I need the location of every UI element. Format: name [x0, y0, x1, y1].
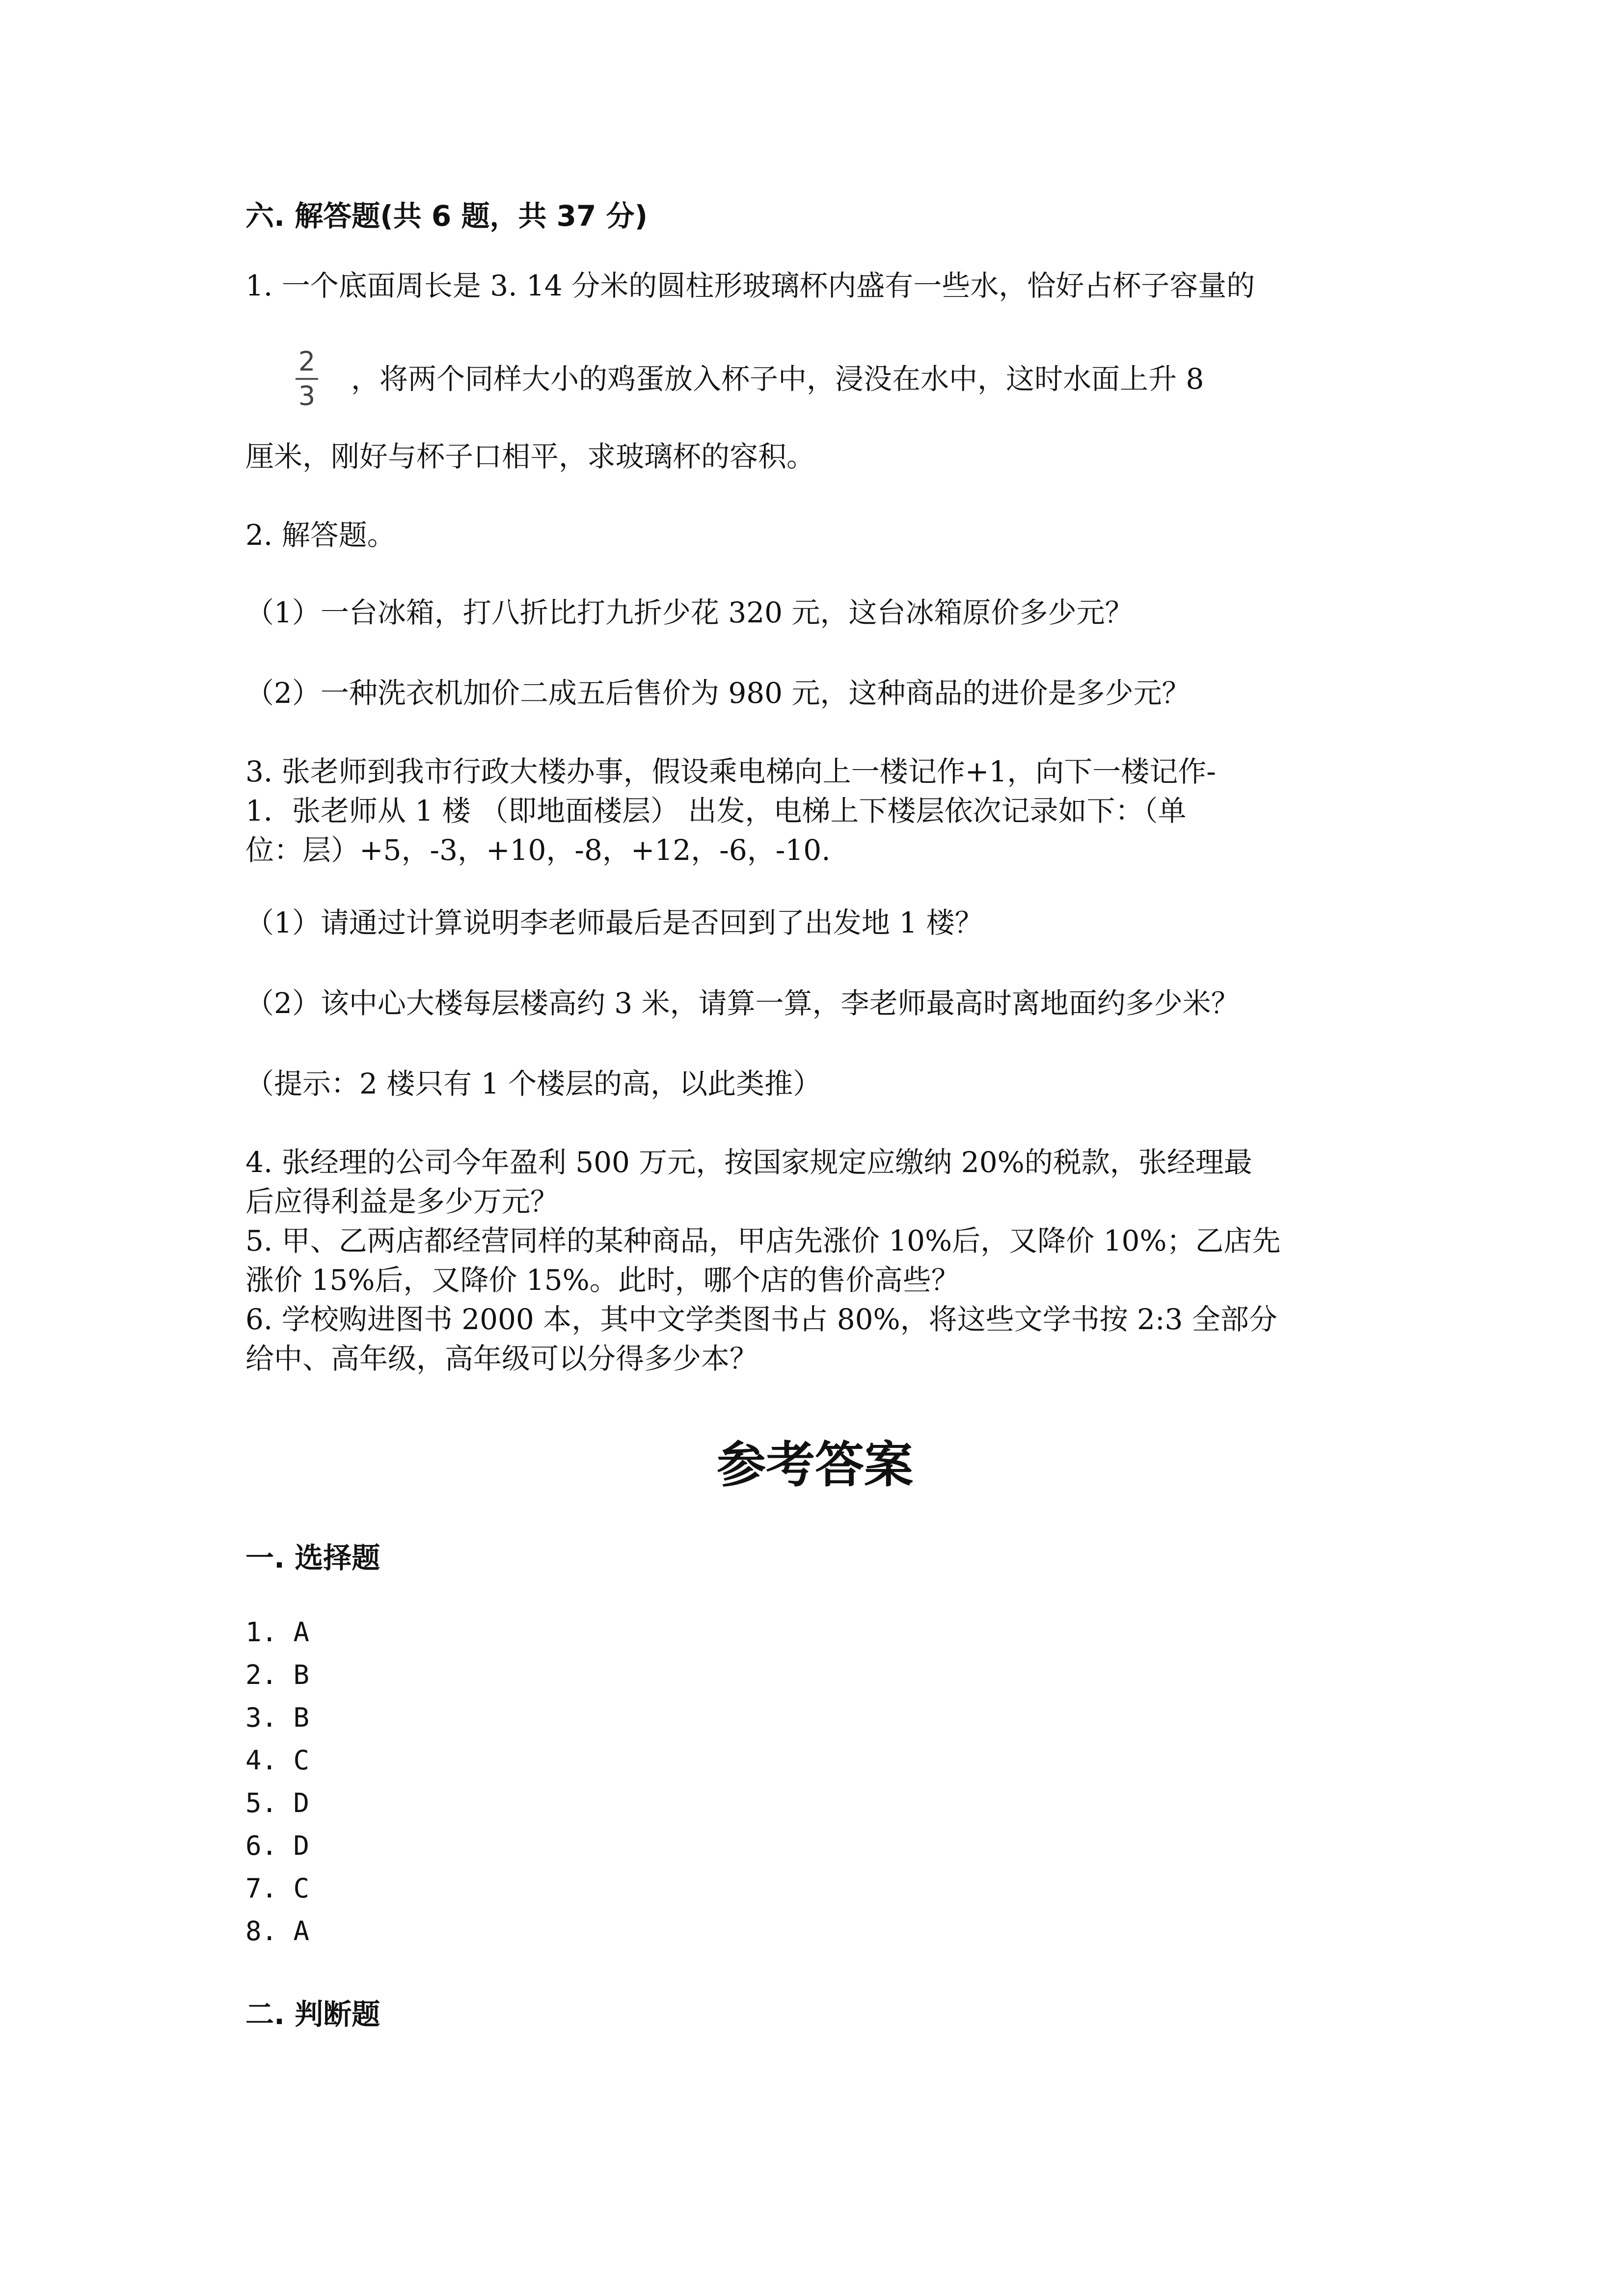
question-5-line-2: 涨价 15%后，又降价 15%。此时，哪个店的售价高些？ [245, 1263, 960, 1297]
question-2 [245, 515, 1384, 713]
question-3-sub-1: （1）请通过计算说明李老师最后是否回到了出发地 1 楼？ [245, 906, 983, 939]
question-3-line-3: 位：层）+5，-3，+10，-8，+12，-6，-10. [245, 833, 831, 867]
answer-item: 6. D [245, 1830, 310, 1861]
question-3-line-2: 1．张老师从 1 楼 （即地面楼层） 出发，电梯上下楼层依次记录如下：（单 [245, 794, 1187, 828]
question-6-line-2: 给中、高年级，高年级可以分得多少本？ [245, 1342, 758, 1375]
question-4-line-1: 4. 张经理的公司今年盈利 500 万元，按国家规定应缴纳 20%的税款，张经理最 [245, 1146, 1252, 1179]
answers-section-2-title: 二. 判断题 [245, 1998, 380, 2031]
answers-title: 参考答案 [717, 1436, 913, 1494]
answer-item: 3. B [245, 1702, 310, 1733]
page-content [245, 196, 1384, 2034]
question-3-hint: （提示：2 楼只有 1 个楼层的高，以此类推） [245, 1067, 822, 1100]
question-2-sub-1: （1）一台冰箱，打八折比打九折少花 320 元，这台冰箱原价多少元？ [245, 596, 1134, 629]
answer-item: 2. B [245, 1659, 310, 1690]
question-3-sub-2: （2）该中心大楼每层楼高约 3 米，请算一算，李老师最高时离地面约多少米？ [245, 987, 1240, 1020]
questions-4-to-6 [245, 1143, 1384, 1378]
fraction-numerator: 2 [298, 346, 316, 377]
question-5-line-1: 5. 甲、乙两店都经营同样的某种商品，甲店先涨价 10%后，又降价 10%；乙店先 [245, 1224, 1281, 1257]
question-1-line-2-text: ，将两个同样大小的鸡蛋放入杯子中，浸没在水中，这时水面上升 8 [351, 362, 1204, 396]
question-3 [245, 752, 1384, 1103]
question-3-body [245, 752, 1384, 870]
section-title-6: 六. 解答题(共 6 题，共 37 分) [245, 199, 648, 233]
answer-item: 1. A [245, 1617, 310, 1648]
question-2-title: 2. 解答题。 [245, 518, 396, 552]
answers-section-1-title: 一. 选择题 [245, 1541, 380, 1575]
question-6-line-1: 6. 学校购进图书 2000 本，其中文学类图书占 80%，将这些文学书按 2:3 全部分 [245, 1303, 1277, 1336]
fraction-two-thirds [292, 347, 322, 410]
fraction-denominator: 3 [298, 380, 316, 411]
answer-list [245, 1611, 1384, 1952]
question-4-line-2: 后应得利益是多少万元？ [245, 1185, 559, 1218]
question-1-line-3: 厘米，刚好与杯子口相平，求玻璃杯的容积。 [245, 440, 815, 473]
answer-item: 5. D [245, 1788, 310, 1818]
question-1-line-2 [245, 340, 1384, 418]
answer-item: 7. C [245, 1873, 310, 1904]
answer-item: 4. C [245, 1745, 310, 1776]
question-2-sub-2: （2）一种洗衣机加价二成五后售价为 980 元，这种商品的进价是多少元？ [245, 676, 1191, 710]
fraction-bar [296, 378, 318, 380]
question-1-line-1: 1. 一个底面周长是 3. 14 分米的圆柱形玻璃杯内盛有一些水，恰好占杯子容量的 [245, 269, 1255, 302]
question-1 [245, 266, 1384, 476]
question-3-line-1: 3. 张老师到我市行政大楼办事，假设乘电梯向上一楼记作+1，向下一楼记作- [245, 755, 1216, 788]
answer-item: 8. A [245, 1916, 310, 1947]
